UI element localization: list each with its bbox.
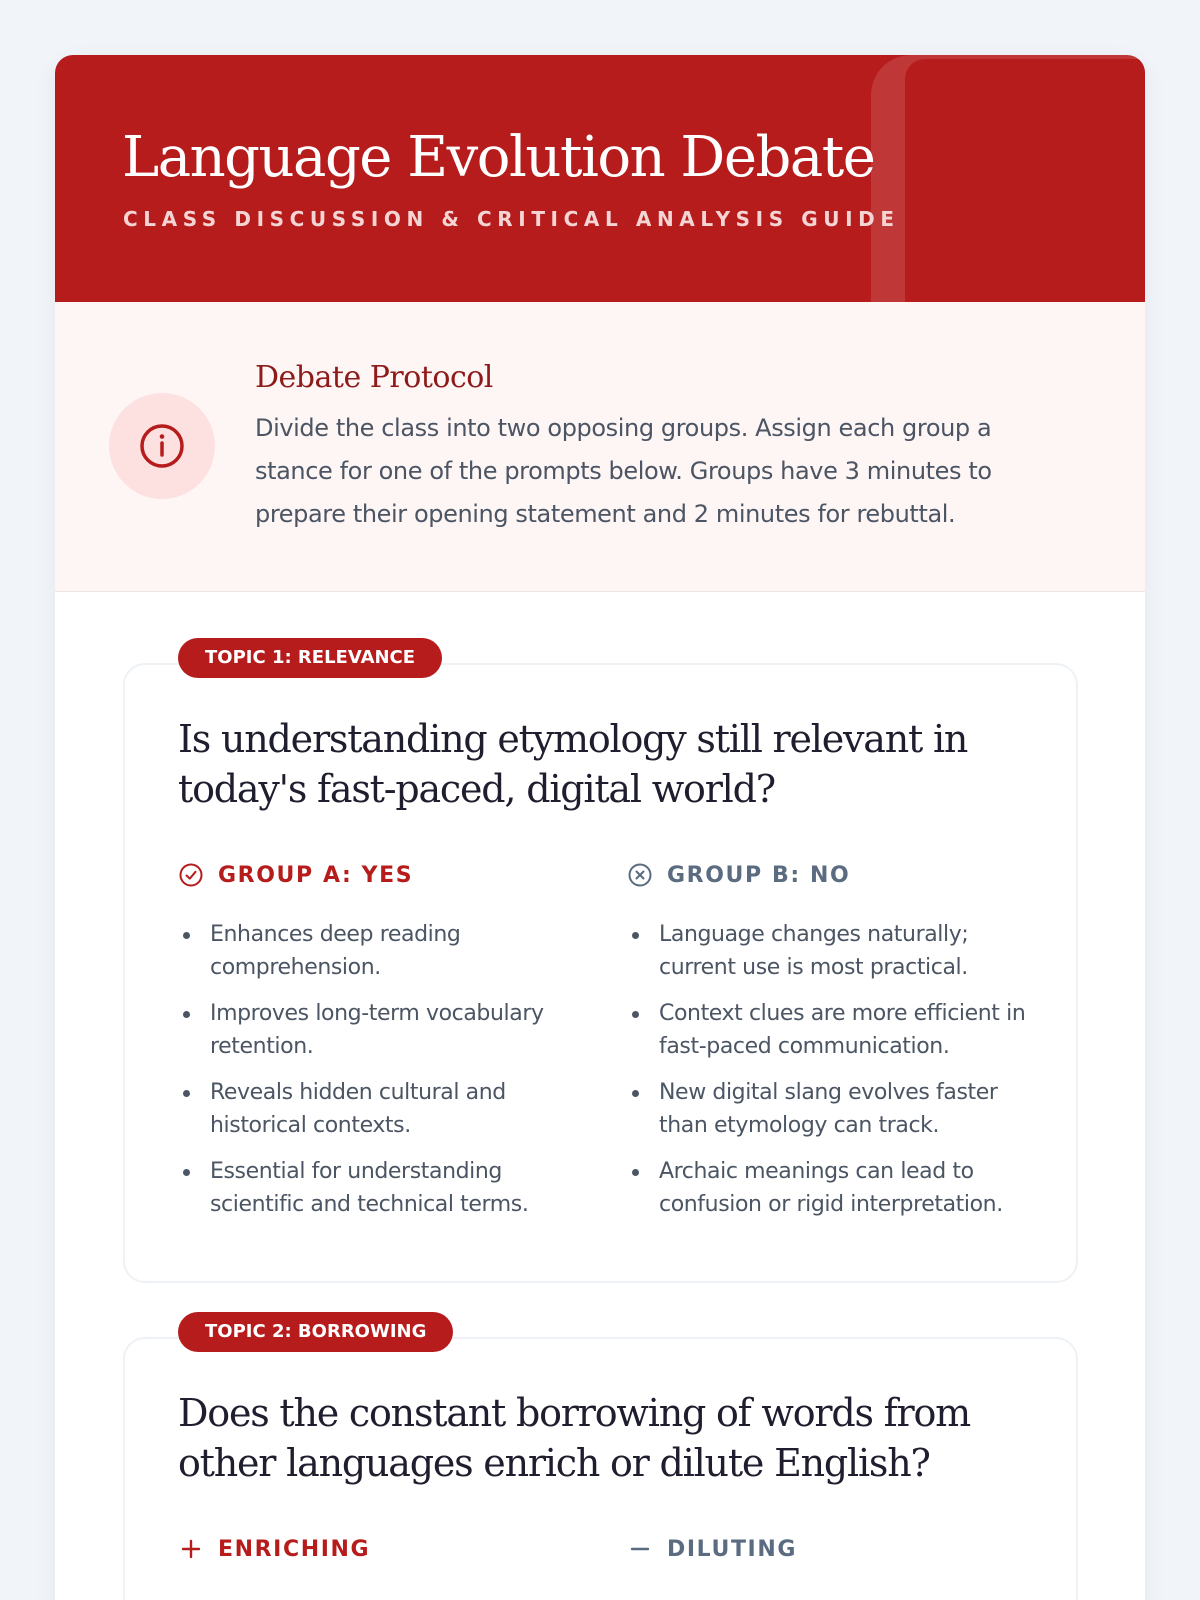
list-item: Essential for understanding scientific and technical terms. [178, 1155, 598, 1221]
diluting-column [627, 1534, 1047, 1564]
page-title: Language Evolution Debate [122, 125, 875, 190]
list-item: Context clues are more efficient in fast-paced communication. [627, 997, 1047, 1063]
topic-question: Does the constant borrowing of words from other languages enrich or dilute English? [178, 1391, 971, 1485]
enriching-column [178, 1534, 598, 1564]
group-b-label: GROUP B: NO [667, 862, 851, 888]
list-item: Enhances deep reading comprehension. [178, 918, 598, 984]
group-b-heading [627, 860, 1047, 890]
list-item: Archaic meanings can lead to confusion or rigid interpretation. [627, 1155, 1047, 1221]
group-a-column [178, 860, 598, 1234]
list-item: Reveals hidden cultural and historical contexts. [178, 1076, 598, 1142]
diluting-heading [627, 1534, 1047, 1564]
topic-tag: TOPIC 2: BORROWING [178, 1312, 453, 1352]
topic-card [123, 1312, 1078, 1600]
topic-card [123, 638, 1078, 1318]
minus-icon [627, 1536, 653, 1562]
check-circle-icon [178, 862, 204, 888]
list-item: Improves long-term vocabulary retention. [178, 997, 598, 1063]
topic-tag: TOPIC 1: RELEVANCE [178, 638, 442, 678]
protocol-section [55, 302, 1145, 592]
header-decoration-inner [905, 59, 1145, 302]
topic-question: Is understanding etymology still relevant in today's fast-paced, digital world? [178, 717, 968, 811]
enriching-heading [178, 1534, 598, 1564]
info-icon [109, 393, 215, 499]
list-item: Language changes naturally; current use is most practical. [627, 918, 1047, 984]
debate-guide-card [55, 55, 1145, 1600]
plus-icon [178, 1536, 204, 1562]
group-b-column [627, 860, 1047, 1234]
x-circle-icon [627, 862, 653, 888]
group-a-points [178, 918, 598, 1221]
protocol-title: Debate Protocol [255, 360, 493, 395]
enriching-label: ENRICHING [218, 1536, 371, 1562]
list-item: New digital slang evolves faster than etymology can track. [627, 1076, 1047, 1142]
protocol-text: Divide the class into two opposing groups. Assign each group a stance for one of the prompts below. Groups have 3 minutes to prepare their opening statement and 2 minutes for rebuttal. [255, 414, 992, 528]
group-a-heading [178, 860, 598, 890]
page-subtitle: CLASS DISCUSSION & CRITICAL ANALYSIS GUIDE [123, 207, 900, 231]
diluting-label: DILUTING [667, 1536, 798, 1562]
group-a-label: GROUP A: YES [218, 862, 414, 888]
group-b-points [627, 918, 1047, 1221]
header-banner [55, 55, 1145, 302]
